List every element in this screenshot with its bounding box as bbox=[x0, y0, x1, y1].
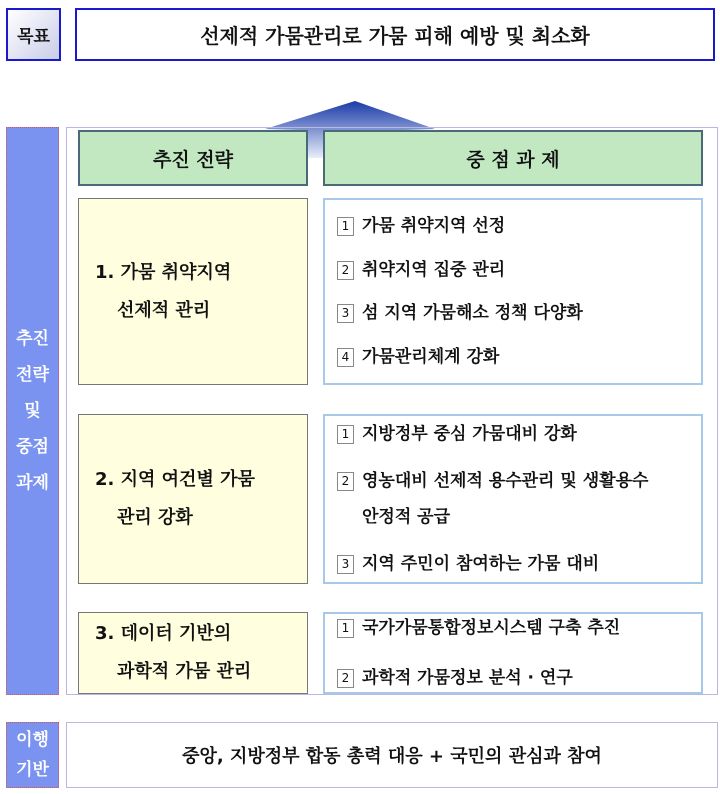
strategy-3 bbox=[78, 612, 308, 694]
base-label bbox=[6, 722, 59, 788]
task-text: 지방정부 중심 가뭄대비 강화 bbox=[362, 424, 577, 444]
task-item bbox=[337, 256, 689, 284]
task-number: 2 bbox=[337, 261, 354, 280]
task-item bbox=[337, 343, 689, 371]
task-text: 지역 주민이 참여하는 가뭄 대비 bbox=[362, 554, 600, 574]
task-number: 1 bbox=[337, 425, 354, 444]
task-item bbox=[337, 550, 689, 578]
task-number: 4 bbox=[337, 348, 354, 367]
task-number: 3 bbox=[337, 555, 354, 574]
strategy-text: 관리 강화 bbox=[117, 507, 193, 528]
goal-box: 선제적 가뭄관리로 가뭄 피해 예방 및 최소화 bbox=[75, 8, 715, 61]
task-text: 국가가뭄통합정보시스템 구축 추진 bbox=[362, 618, 621, 638]
task-number: 3 bbox=[337, 304, 354, 323]
strategy-1 bbox=[78, 198, 308, 385]
header-tasks: 중 점 과 제 bbox=[323, 130, 703, 186]
side-line: 과제 bbox=[16, 473, 49, 493]
base-label-line: 이행 bbox=[16, 730, 49, 750]
header-strategy: 추진 전략 bbox=[78, 130, 308, 186]
strategy-text: 선제적 관리 bbox=[117, 299, 211, 321]
task-number: 2 bbox=[337, 472, 354, 491]
task-text: 섬 지역 가뭄해소 정책 다양화 bbox=[362, 303, 583, 324]
task-number: 2 bbox=[337, 669, 354, 688]
base-label-line: 기반 bbox=[16, 760, 49, 780]
task-text: 영농대비 선제적 용수관리 및 생활용수 안정적 공급 bbox=[362, 471, 649, 527]
tasks-3 bbox=[323, 612, 703, 694]
task-text: 과학적 가뭄정보 분석 · 연구 bbox=[362, 668, 573, 688]
task-number: 1 bbox=[337, 217, 354, 236]
goal-label: 목표 bbox=[6, 8, 61, 61]
strategy-side-label bbox=[6, 127, 59, 695]
task-text: 가뭄 취약지역 선정 bbox=[362, 215, 506, 236]
task-text: 취약지역 집중 관리 bbox=[362, 259, 506, 280]
tasks-2 bbox=[323, 414, 703, 584]
strategy-text: 3. 데이터 기반의 bbox=[95, 623, 232, 644]
task-item bbox=[337, 420, 689, 448]
task-item bbox=[337, 664, 689, 692]
strategy-2 bbox=[78, 414, 308, 584]
strategy-text: 2. 지역 여건별 가뭄 bbox=[95, 469, 255, 490]
task-item bbox=[337, 212, 689, 240]
task-item bbox=[337, 463, 689, 535]
side-line: 중점 bbox=[16, 437, 49, 457]
base-box: 중앙, 지방정부 합동 총력 대응 + 국민의 관심과 참여 bbox=[66, 722, 718, 788]
task-text: 가뭄관리체계 강화 bbox=[362, 347, 500, 368]
side-line: 및 bbox=[24, 401, 41, 421]
task-item bbox=[337, 299, 689, 327]
side-line: 추진 bbox=[16, 329, 49, 349]
task-item bbox=[337, 614, 689, 642]
task-number: 1 bbox=[337, 619, 354, 638]
strategy-text: 1. 가뭄 취약지역 bbox=[95, 261, 232, 283]
side-line: 전략 bbox=[16, 365, 49, 385]
strategy-text: 과학적 가뭄 관리 bbox=[117, 661, 252, 682]
tasks-1 bbox=[323, 198, 703, 385]
